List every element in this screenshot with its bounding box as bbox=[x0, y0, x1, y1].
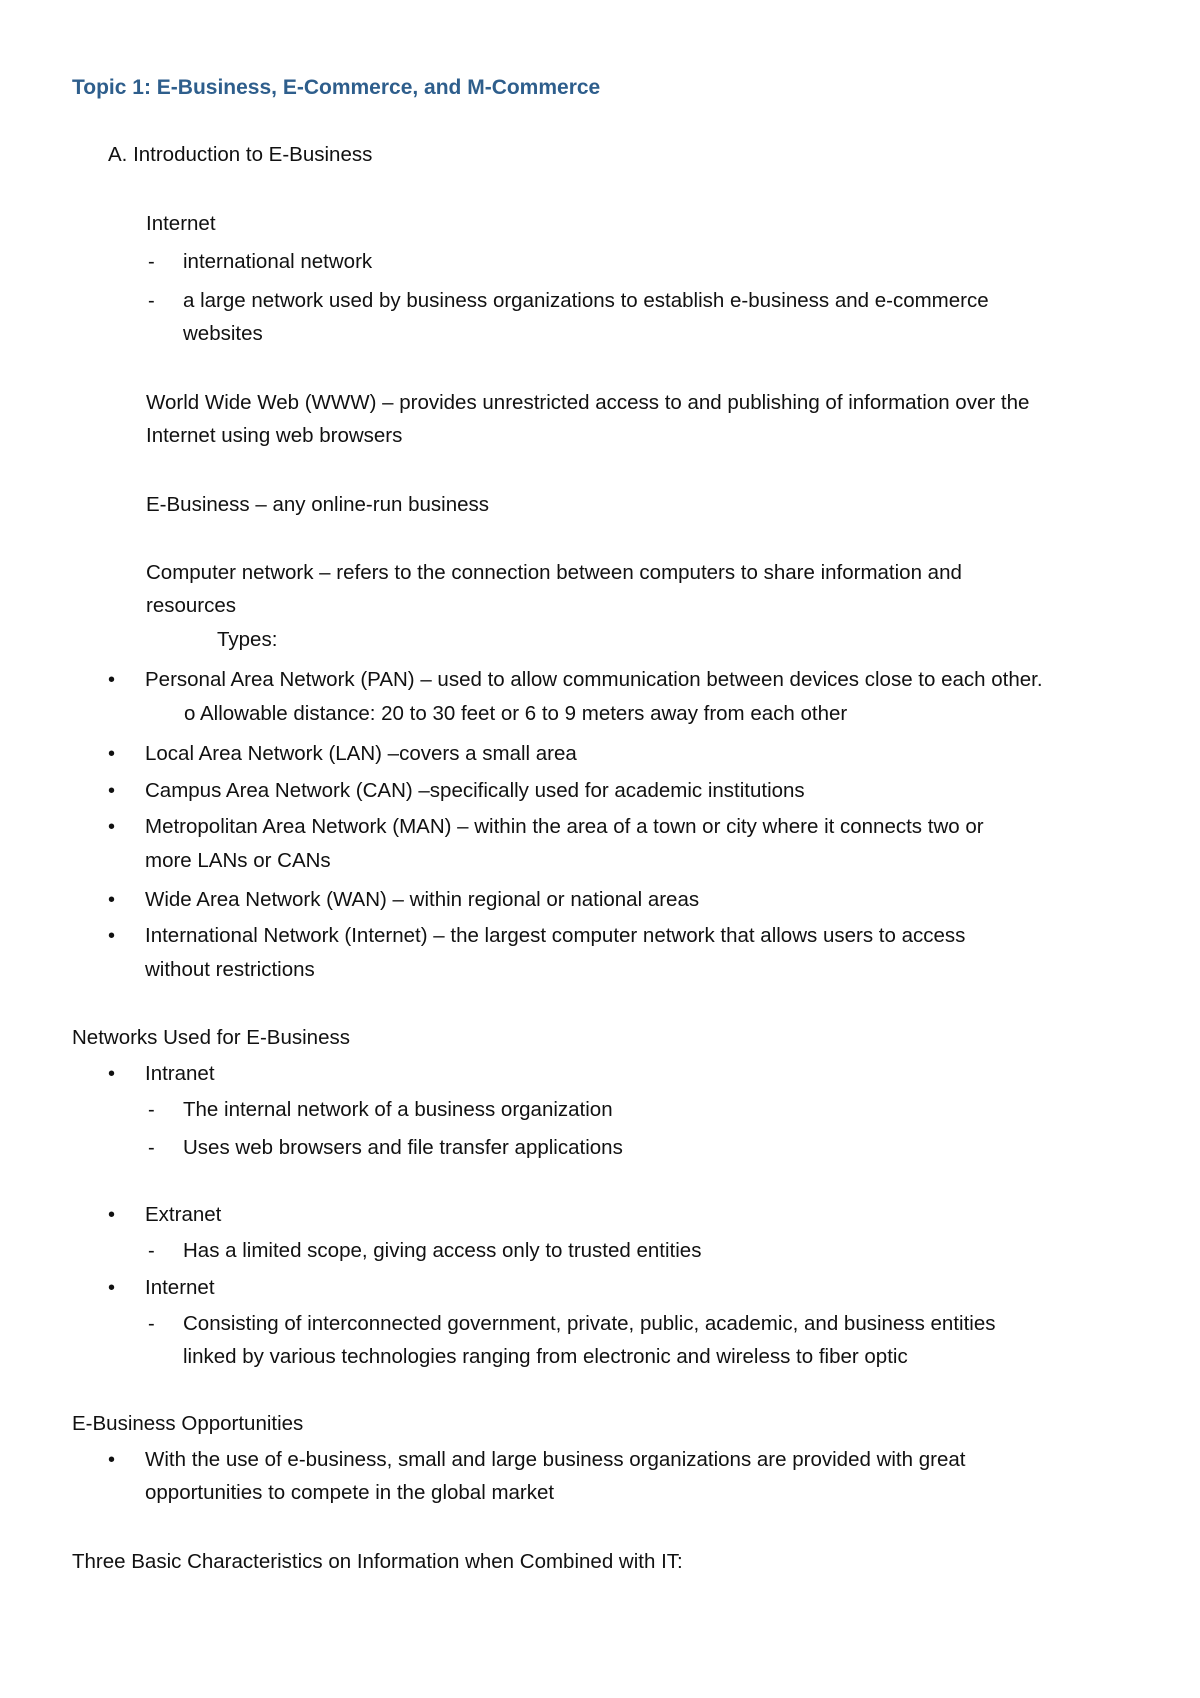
network-type-pan-detail: o Allowable distance: 20 to 30 feet or 6 to 9 meters away from each other bbox=[184, 702, 848, 725]
network-type-pan: Personal Area Network (PAN) – used to allow communication between devices close to each other. bbox=[145, 668, 1043, 691]
bullet-marker: • bbox=[108, 669, 116, 691]
internet-label: Internet bbox=[145, 1276, 215, 1299]
opportunities-text: With the use of e-business, small and large business organizations are provided with great bbox=[145, 1448, 966, 1471]
bullet-marker: • bbox=[108, 780, 116, 802]
bullet-marker: • bbox=[108, 1277, 116, 1299]
bullet-marker: • bbox=[108, 743, 116, 765]
internet-use-point-continued: linked by various technologies ranging from electronic and wireless to fiber optic bbox=[183, 1345, 908, 1368]
internet-use-point: Consisting of interconnected government, private, public, academic, and business entities bbox=[183, 1312, 996, 1335]
three-characteristics-heading: Three Basic Characteristics on Information when Combined with IT: bbox=[72, 1550, 683, 1573]
internet-point: a large network used by business organizations to establish e-business and e-commerce bbox=[183, 289, 989, 312]
bullet-marker: • bbox=[108, 1204, 116, 1226]
www-definition: World Wide Web (WWW) – provides unrestricted access to and publishing of information over the bbox=[146, 391, 1030, 414]
computer-network-definition-continued: resources bbox=[146, 594, 237, 617]
ebusiness-definition: E-Business – any online-run business bbox=[146, 493, 489, 516]
page-title: Topic 1: E-Business, E-Commerce, and M-Commerce bbox=[72, 76, 601, 99]
intranet-label: Intranet bbox=[145, 1062, 215, 1085]
opportunities-heading: E-Business Opportunities bbox=[72, 1412, 304, 1435]
extranet-label: Extranet bbox=[145, 1203, 222, 1226]
bullet-marker: • bbox=[108, 1063, 116, 1085]
dash-marker: - bbox=[148, 290, 155, 312]
network-type-international-continued: without restrictions bbox=[145, 958, 315, 981]
types-label: Types: bbox=[217, 628, 278, 651]
internet-point: international network bbox=[183, 250, 373, 273]
dash-marker: - bbox=[148, 1137, 155, 1159]
dash-marker: - bbox=[148, 1240, 155, 1262]
dash-marker: - bbox=[148, 251, 155, 273]
extranet-point: Has a limited scope, giving access only to trusted entities bbox=[183, 1239, 702, 1262]
dash-marker: - bbox=[148, 1313, 155, 1335]
bullet-marker: • bbox=[108, 889, 116, 911]
dash-marker: - bbox=[148, 1099, 155, 1121]
term-internet: Internet bbox=[146, 212, 216, 235]
network-type-international: International Network (Internet) – the largest computer network that allows users to access bbox=[145, 924, 966, 947]
opportunities-text-continued: opportunities to compete in the global market bbox=[145, 1481, 555, 1504]
network-type-can: Campus Area Network (CAN) –specifically used for academic institutions bbox=[145, 779, 805, 802]
network-type-wan: Wide Area Network (WAN) – within regional or national areas bbox=[145, 888, 700, 911]
section-heading-a: A. Introduction to E-Business bbox=[108, 143, 373, 166]
intranet-point: The internal network of a business organization bbox=[183, 1098, 613, 1121]
www-definition-continued: Internet using web browsers bbox=[146, 424, 403, 447]
network-type-man: Metropolitan Area Network (MAN) – within the area of a town or city where it connects two or bbox=[145, 815, 984, 838]
computer-network-definition: Computer network – refers to the connection between computers to share information and bbox=[146, 561, 962, 584]
network-type-man-continued: more LANs or CANs bbox=[145, 849, 331, 872]
network-type-lan: Local Area Network (LAN) –covers a small area bbox=[145, 742, 577, 765]
networks-used-heading: Networks Used for E-Business bbox=[72, 1026, 350, 1049]
intranet-point: Uses web browsers and file transfer applications bbox=[183, 1136, 623, 1159]
bullet-marker: • bbox=[108, 816, 116, 838]
bullet-marker: • bbox=[108, 925, 116, 947]
internet-point-continued: websites bbox=[183, 322, 263, 345]
bullet-marker: • bbox=[108, 1449, 116, 1471]
